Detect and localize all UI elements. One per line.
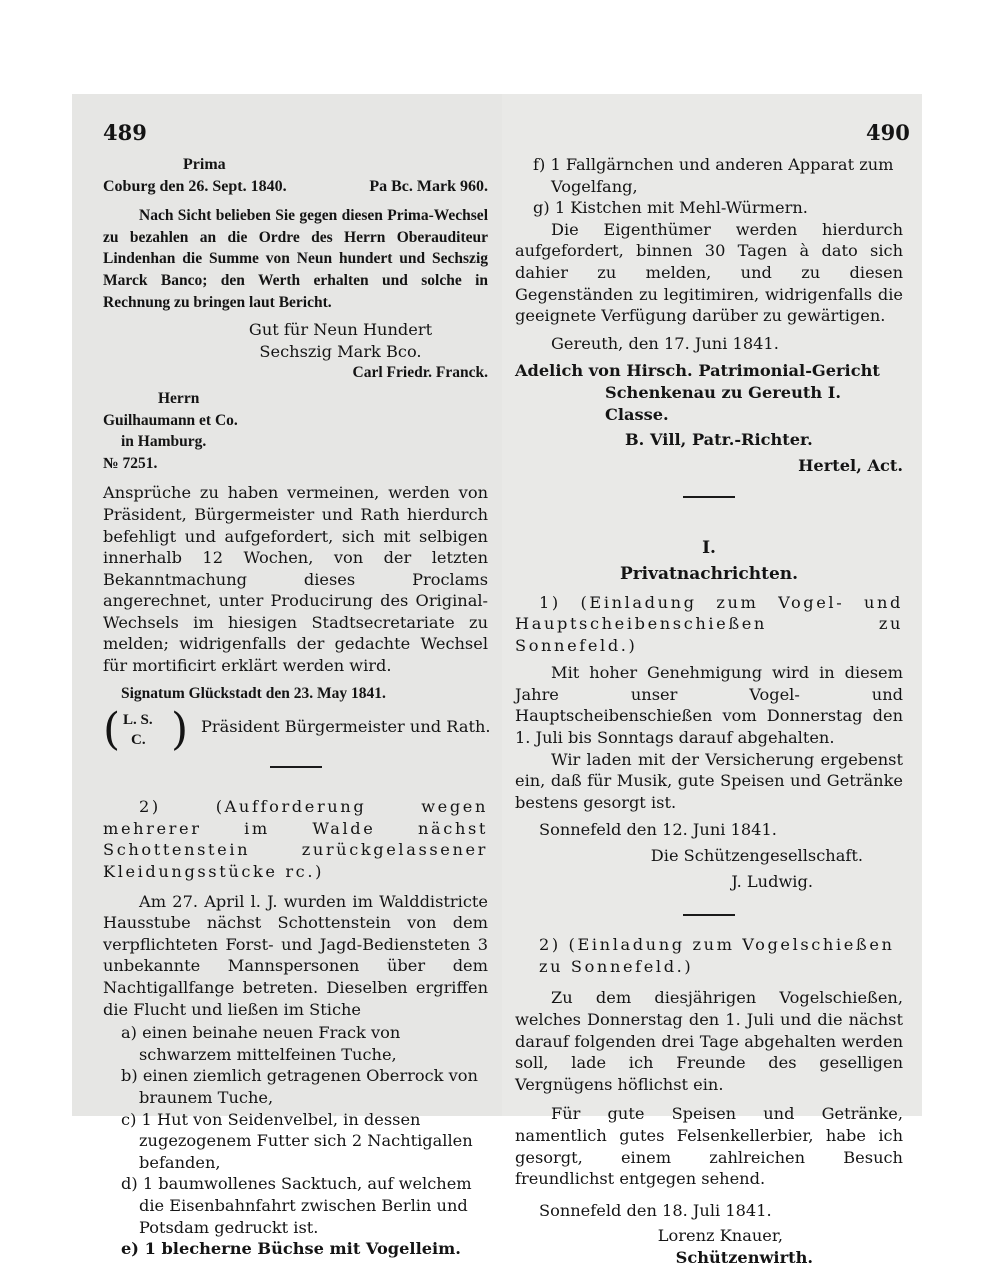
list-item: e) 1 blecherne Büchse mit Vogelleim. (121, 1239, 461, 1259)
notice2-date: Sonnefeld den 18. Juli 1841. (539, 1200, 772, 1220)
signatum-line: Signatum Glückstadt den 23. May 1841. (121, 684, 386, 702)
list-item: d) 1 baumwollenes Sacktuch, auf welchem die Eisenbahnfahrt zwischen Berlin und Potsdam gedruckt ist. (121, 1174, 472, 1237)
list-item: f) 1 Fallgärnchen und anderen Apparat zum Vogelfang, (533, 155, 894, 196)
prima-label: Prima (183, 156, 226, 173)
lost-items-list-cont (515, 154, 903, 219)
notice1-signature-name: J. Ludwig. (731, 871, 813, 891)
list-item: c) 1 Hut von Seidenvelbel, in dessen zugezogenem Futter sich 2 Nachtigallen befanden, (121, 1109, 473, 1172)
section-number: I. (702, 538, 716, 559)
notice1-paragraph-2: Wir laden mit der Versicherung ergebenst ein, daß für Musik, gute Speisen und Getränke bestens gesorgt ist. (515, 749, 903, 812)
judge-signature: B. Vill, Patr.-Richter. (625, 430, 813, 450)
gereuth-date: Gereuth, den 17. Juni 1841. (551, 333, 779, 353)
lost-items-list (103, 1022, 488, 1260)
bill-amount: Pa Bc. Mark 960. (369, 177, 488, 195)
seal-c: C. (131, 732, 146, 749)
bill-order-text: Nach Sicht belieben Sie gegen diesen Prima-Wechsel zu bezahlen an die Ordre des Herrn Oberauditeur Lindenhan die Summe von Neun hundert und Sechszig Marck Banco; den Werth erhalten und solche in Rechnung zu bringen laut Bericht. (103, 207, 488, 311)
list-item: a) einen beinahe neuen Frack von schwarzem mittelfeinen Tuche, (121, 1023, 401, 1064)
section-title: Privatnachrichten. (619, 563, 799, 584)
bill-date: Coburg den 26. Sept. 1840. (103, 177, 287, 195)
address-city: in Hamburg. (121, 433, 207, 451)
divider (683, 914, 735, 916)
list-item: b) einen ziemlich getragenen Oberrock von braunem Tuche, (121, 1066, 478, 1107)
bill-signer: Carl Friedr. Franck. (352, 364, 488, 382)
clerk-signature: Hertel, Act. (798, 455, 903, 475)
divider (270, 766, 322, 768)
page-number-left: 489 (103, 120, 147, 145)
notice1-date: Sonnefeld den 12. Juni 1841. (539, 820, 777, 840)
address-firm: Guilhaumann et Co. (103, 411, 238, 429)
notice1-paragraph-1: Mit hoher Genehmigung wird in diesem Jahre unser Vogel- und Hauptscheibenschießen vom Donnerstag den 1. Juli bis Sonntags darauf abgehalten. (515, 663, 903, 748)
page-number-right: 490 (866, 120, 910, 145)
notice2-heading: 2) (Aufforderung wegen mehrerer im Walde nächst Schottenstein zurückgelassener Kleidungsstücke rc.) (103, 797, 488, 882)
notice1-signature-society: Die Schützengesellschaft. (650, 846, 863, 866)
notice2-heading: 2) (Einladung zum Vogelschießen zu Sonnefeld.) (539, 935, 895, 976)
seal-authority: Präsident Bürgermeister und Rath. (201, 717, 491, 737)
seal-ls: L. S. (123, 712, 153, 729)
gut-line-1: Gut für Neun Hundert (248, 320, 433, 340)
notice2-paragraph-1: Zu dem diesjährigen Vogelschießen, welches Donnerstag den 1. Juli und die nächst darauf folgenden drei Tage abgehalten werden soll, lade ich Freunde des geselligen Vergnügens höflichst ein. (515, 988, 903, 1094)
bill-number: № 7251. (103, 454, 158, 472)
notice2-paragraph-2: Für gute Speisen und Getränke, namentlich gutes Felsenkellerbier, habe ich gesorgt, einem zahlreichen Besuch freundlichst entgegen sehend. (515, 1104, 903, 1189)
seal-block (103, 704, 491, 756)
gut-line-2: Sechszig Mark Bco. (259, 341, 422, 361)
address-herrn: Herrn (158, 389, 200, 407)
notice2-signature-name: Lorenz Knauer, (657, 1226, 783, 1246)
divider (683, 496, 735, 498)
notice2-signature-title: Schützenwirth. (675, 1247, 813, 1267)
owners-text: Die Eigenthümer werden hierdurch aufgefordert, binnen 30 Tagen à dato sich dahier zu melden, und zu diesen Gegenständen zu legitimiren, widrigenfalls die geeignete Verfügung darüber zu gewärtigen. (515, 219, 903, 326)
court-line: Adelich von Hirsch. Patrimonial-Gericht Schenkenau zu Gereuth I. Classe. (515, 361, 880, 424)
claim-text: Ansprüche zu haben vermeinen, werden von Präsident, Bürgermeister und Rath hierdurch befehligt und aufgefordert, sich mit selbigen innerhalb 12 Wochen, von der letzten Bekanntmachung dieses Proclams angerechnet, unter Producirung des Original-Wechsels im hiesigen Stadtsecretariate zu melden; widrigenfalls der gedachte Wechsel für mortificirt erklärt werden wird. (103, 483, 488, 676)
left-column (103, 154, 491, 1260)
notice2-text: Am 27. April l. J. wurden im Walddistricte Hausstube nächst Schottenstein von dem verpflichteten Forst- und Jagd-Bediensteten 3 unbekannte Mannspersonen über dem Nachtigallfange betreten. Dieselben ergriffen die Flucht und ließen im Stiche (103, 891, 488, 1019)
bill-header (103, 176, 488, 198)
list-item: g) 1 Kistchen mit Mehl-Würmern. (533, 198, 808, 218)
seal-bracket-left: ( (103, 704, 121, 756)
notice1-heading: 1) (Einladung zum Vogel- und Hauptscheibenschießen zu Sonnefeld.) (515, 592, 903, 655)
right-column (515, 154, 903, 1269)
seal-bracket-right: ) (171, 704, 189, 756)
